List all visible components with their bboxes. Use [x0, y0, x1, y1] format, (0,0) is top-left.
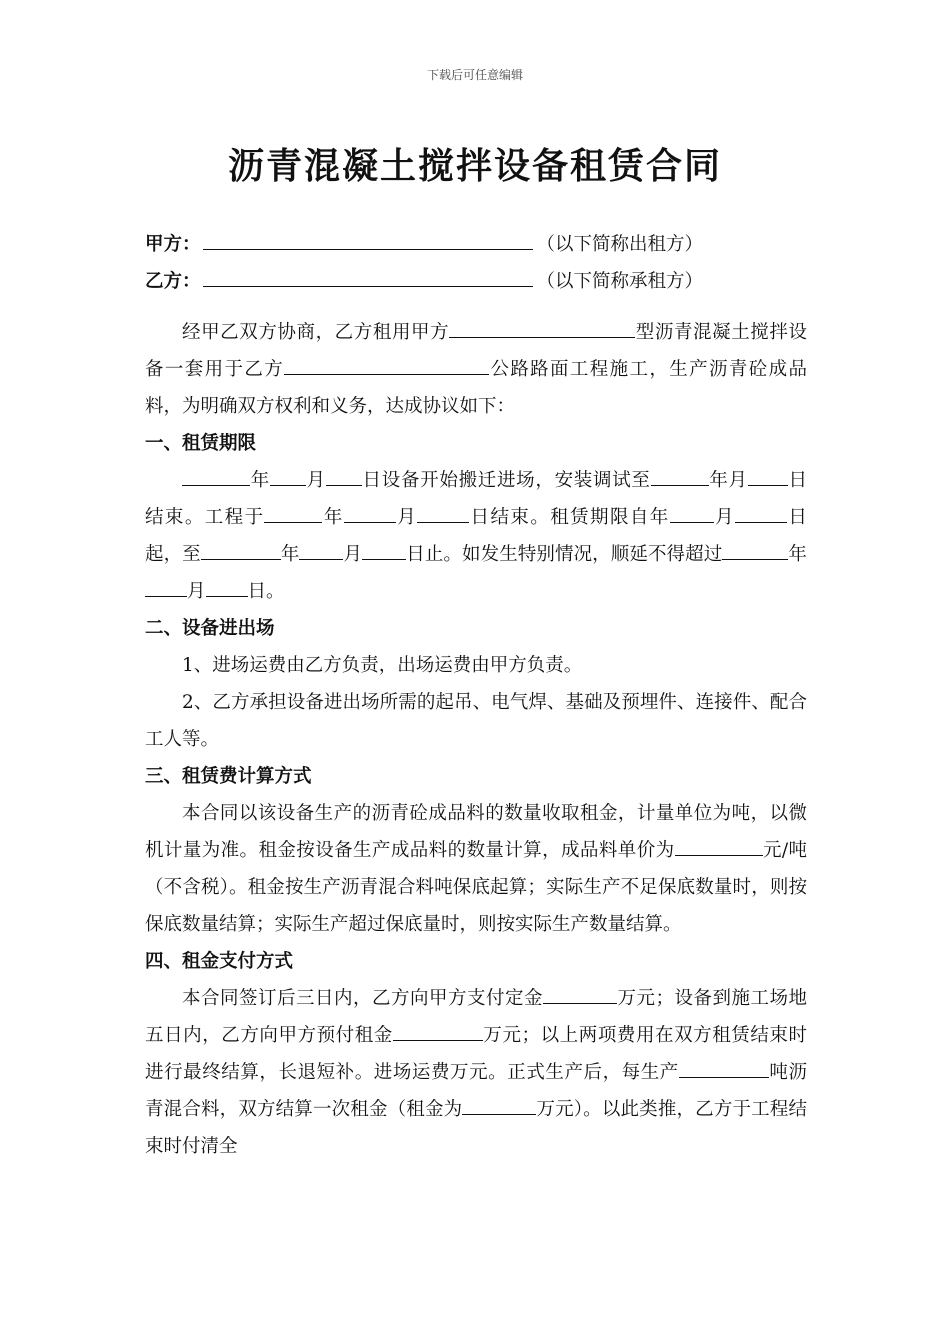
- s4-text-2: 万元；设备到施工场地五日内，乙方向甲方预付租金: [145, 988, 807, 1046]
- intro-text-2: 型沥青混凝土搅拌设备一套用于乙方: [145, 322, 807, 380]
- s1-text-g: 年: [322, 507, 344, 528]
- blank: [362, 541, 406, 560]
- s1-text-l: 年: [280, 544, 300, 565]
- s4-text-5: 万元）。以此类推，乙方于工程结束时付清全: [145, 1099, 807, 1157]
- deposit-blank: [543, 985, 617, 1004]
- blank: [735, 504, 787, 523]
- section-1-paragraph: [145, 462, 807, 610]
- contract-body: [145, 226, 807, 1165]
- blank: [182, 467, 250, 486]
- section-2-heading: 二、设备进出场: [145, 618, 275, 639]
- blank: [722, 541, 788, 560]
- section-2-item-2: 2、乙方承担设备进出场所需的起吊、电气焊、基础及预埋件、连接件、配合工人等。: [145, 692, 807, 750]
- s1-text-j: 月: [713, 507, 736, 528]
- s1-text-f: 日结束。工程于: [145, 470, 807, 528]
- prepay-blank: [393, 1022, 483, 1041]
- section-3-heading: 三、租赁费计算方式: [145, 766, 312, 787]
- blank: [748, 467, 788, 486]
- section-3-paragraph: [145, 795, 807, 943]
- party-a-label: 甲方：: [145, 234, 201, 255]
- s1-text-q: 日。: [247, 581, 285, 602]
- s3-text-1: 本合同以该设备生产的沥青砼成品料的数量收取租金，计量单位为吨，以微机计量为准。租金按设备生产成品料的数量计算，成品料单价为: [145, 803, 807, 861]
- s1-text-o: 年: [788, 544, 807, 565]
- party-b-line: [145, 263, 807, 300]
- s1-text-e: 月: [728, 470, 748, 491]
- party-a-note: （以下简称出租方）: [536, 234, 704, 255]
- s3-text-2: 元/吨（不含税）。租金按生产沥青混合料吨保底起算；实际生产不足保底数量时，则按保底数量结算；实际生产超过保底量时，则按实际生产数量结算。: [145, 840, 807, 935]
- blank: [651, 467, 709, 486]
- s4-text-1: 本合同签订后三日内，乙方向甲方支付定金: [182, 988, 543, 1009]
- document-title: 沥青混凝土搅拌设备租赁合同: [227, 145, 722, 187]
- blank: [270, 467, 306, 486]
- s1-text-n: 日止。如发生特别情况，顺延不得超过: [406, 544, 723, 565]
- s4-text-3: 万元；以上两项费用在双方租赁结束时进行最终结算，长退短补。进场运费万元。正式生产后，每生产: [145, 1025, 807, 1083]
- section-4-paragraph: [145, 980, 807, 1165]
- s1-text-m: 月: [343, 544, 363, 565]
- blank: [326, 467, 362, 486]
- unit-price-blank: [675, 837, 763, 856]
- s1-text-a: 年: [250, 470, 270, 491]
- party-a-line: [145, 226, 807, 263]
- blank: [206, 578, 248, 597]
- s1-text-k: 日起，至: [145, 507, 807, 565]
- intro-text-1: 经甲乙双方协商，乙方租用甲方: [182, 322, 450, 343]
- intro-paragraph: [145, 314, 807, 425]
- tonnage-blank: [679, 1059, 769, 1078]
- s1-text-i: 日结束。租赁期限自年: [469, 507, 670, 528]
- party-b-blank: [203, 264, 533, 287]
- header-note: 下载后可任意编辑: [426, 68, 523, 82]
- model-blank: [449, 319, 635, 338]
- s1-text-d: 年: [708, 470, 729, 491]
- blank: [417, 504, 469, 523]
- blank: [201, 541, 281, 560]
- party-b-label: 乙方：: [145, 271, 201, 292]
- blank: [264, 504, 322, 523]
- blank: [145, 578, 187, 597]
- blank: [670, 504, 714, 523]
- s1-text-h: 月: [395, 507, 418, 528]
- s4-text-4: 吨沥青混合料，双方结算一次租金（租金为: [145, 1062, 807, 1120]
- party-b-note: （以下简称承租方）: [536, 271, 704, 292]
- blank: [299, 541, 343, 560]
- intro-text-3: 公路路面工程施工，生产沥青砼成品料，为明确双方权利和义务，达成协议如下：: [145, 359, 807, 417]
- s1-text-c: 日设备开始搬迁进场，安装调试至: [361, 470, 651, 491]
- blank: [344, 504, 396, 523]
- section-2-item-1: 1、进场运费由乙方负责，出场运费由甲方负责。: [182, 655, 583, 676]
- party-a-blank: [203, 227, 533, 250]
- rent-amount-blank: [462, 1096, 536, 1115]
- project-blank: [284, 356, 489, 375]
- section-4-heading: 四、租金支付方式: [145, 951, 294, 972]
- section-1-heading: 一、租赁期限: [145, 433, 257, 454]
- s1-text-b: 月: [305, 470, 326, 491]
- s1-text-p: 月: [187, 581, 206, 602]
